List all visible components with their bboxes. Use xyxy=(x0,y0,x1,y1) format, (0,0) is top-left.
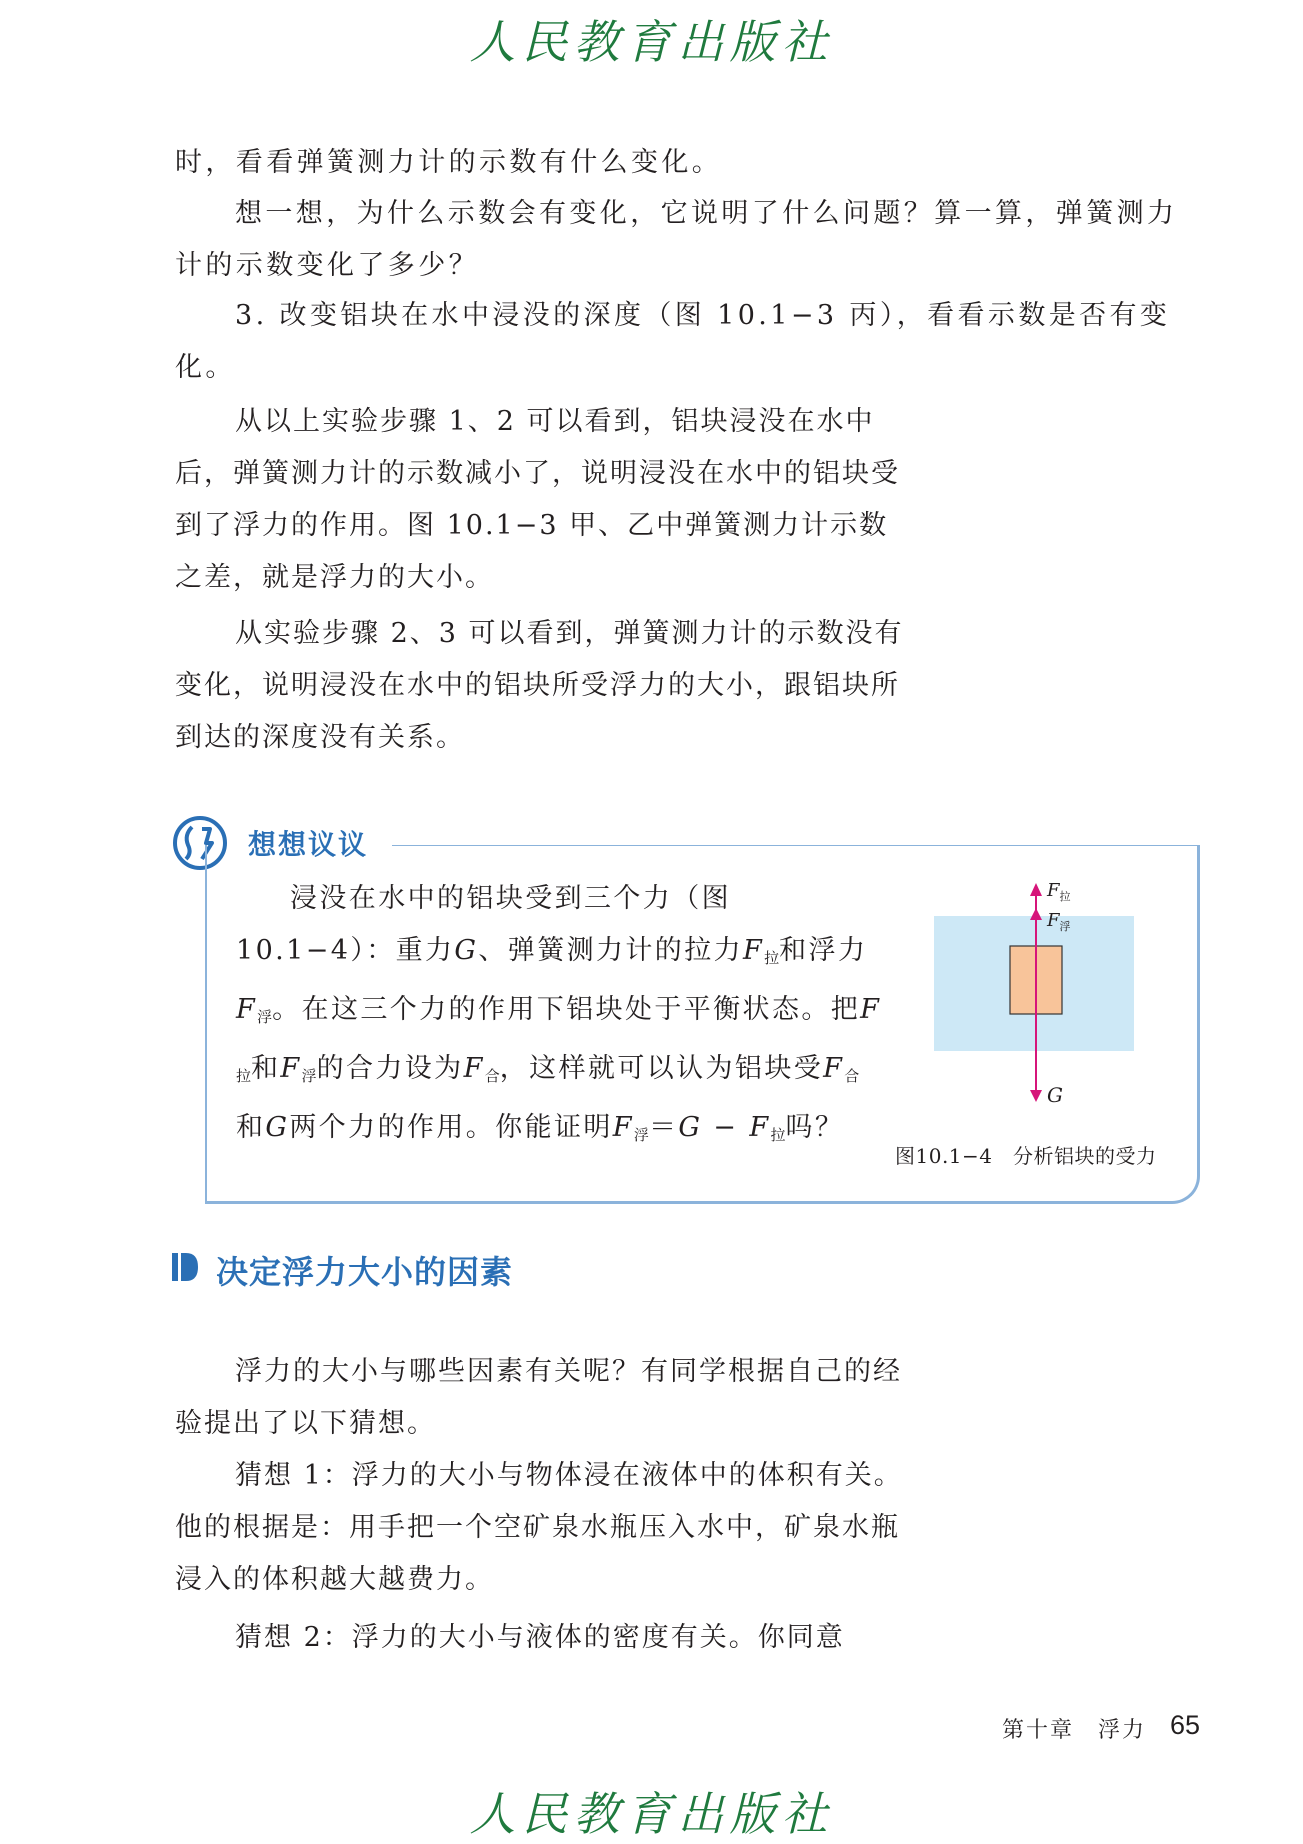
chapter-label: 第十章 浮力 xyxy=(1002,1718,1147,1743)
paragraph: 浮力的大小与哪些因素有关呢？有同学根据自己的经验提出了以下猜想。 xyxy=(175,1356,902,1439)
page-number: 65 xyxy=(1170,1710,1201,1740)
paragraph: 猜想 1：浮力的大小与物体浸在液体中的体积有关。他的根据是：用手把一个空矿泉水瓶压入水中，矿泉水瓶浸入的体积越大越费力。 xyxy=(175,1460,903,1595)
paragraph: 想一想，为什么示数会有变化，它说明了什么问题？算一算，弹簧测力计的示数变化了多少？ xyxy=(175,198,1178,281)
label-g: G xyxy=(1047,1083,1063,1107)
discussion-text: 浸没在水中的铝块受到三个力（图 10.1−4）：重力G、弹簧测力计的拉力$F_拉$和浮力$F_浮$。在这三个力的作用下铝块处于平衡状态。把$F_拉$和$F_浮$的合力设为$F_合$，这样就可以认为铝块受$F_合$和G两个力的作用。你能证明$F_浮=G - F_拉$吗？ xyxy=(236,883,882,1144)
label-f-fu: $F_浮$ xyxy=(1047,910,1071,933)
arrow-pull-head xyxy=(1030,883,1042,896)
paragraph: 时，看看弹簧测力计的示数有什么变化。 xyxy=(175,147,723,178)
paragraph: 3. 改变铝块在水中浸没的深度（图 10.1−3 丙），看看示数是否有变化。 xyxy=(175,300,1171,383)
discussion-title: 想想议议 xyxy=(248,828,369,861)
paragraph: 从以上实验步骤 1、2 可以看到，铝块浸没在水中后，弹簧测力计的示数减小了，说明浸没在水中的铝块受到了浮力的作用。图 10.1−3 甲、乙中弹簧测力计示数之差，就是浮力的大小。 xyxy=(175,406,900,593)
paragraph: 从实验步骤 2、3 可以看到，弹簧测力计的示数没有变化，说明浸没在水中的铝块所受浮力的大小，跟铝块所到达的深度没有关系。 xyxy=(175,618,904,753)
label-f-la: $F_拉$ xyxy=(1047,880,1071,903)
arrow-gravity-head xyxy=(1030,1090,1042,1102)
arrow-buoyancy-head xyxy=(1030,908,1042,920)
section-marker-icon xyxy=(172,1251,198,1283)
force-diagram xyxy=(925,880,1185,1180)
figure-caption: 图10.1−4 分析铝块的受力 xyxy=(895,1144,1157,1168)
section-title: 决定浮力大小的因素 xyxy=(216,1253,514,1291)
publisher-logo: 人民教育出版社 xyxy=(469,1787,834,1841)
publisher-logo: 人民教育出版社 xyxy=(469,15,834,69)
paragraph: 猜想 2：浮力的大小与液体的密度有关。你同意 xyxy=(235,1622,845,1653)
